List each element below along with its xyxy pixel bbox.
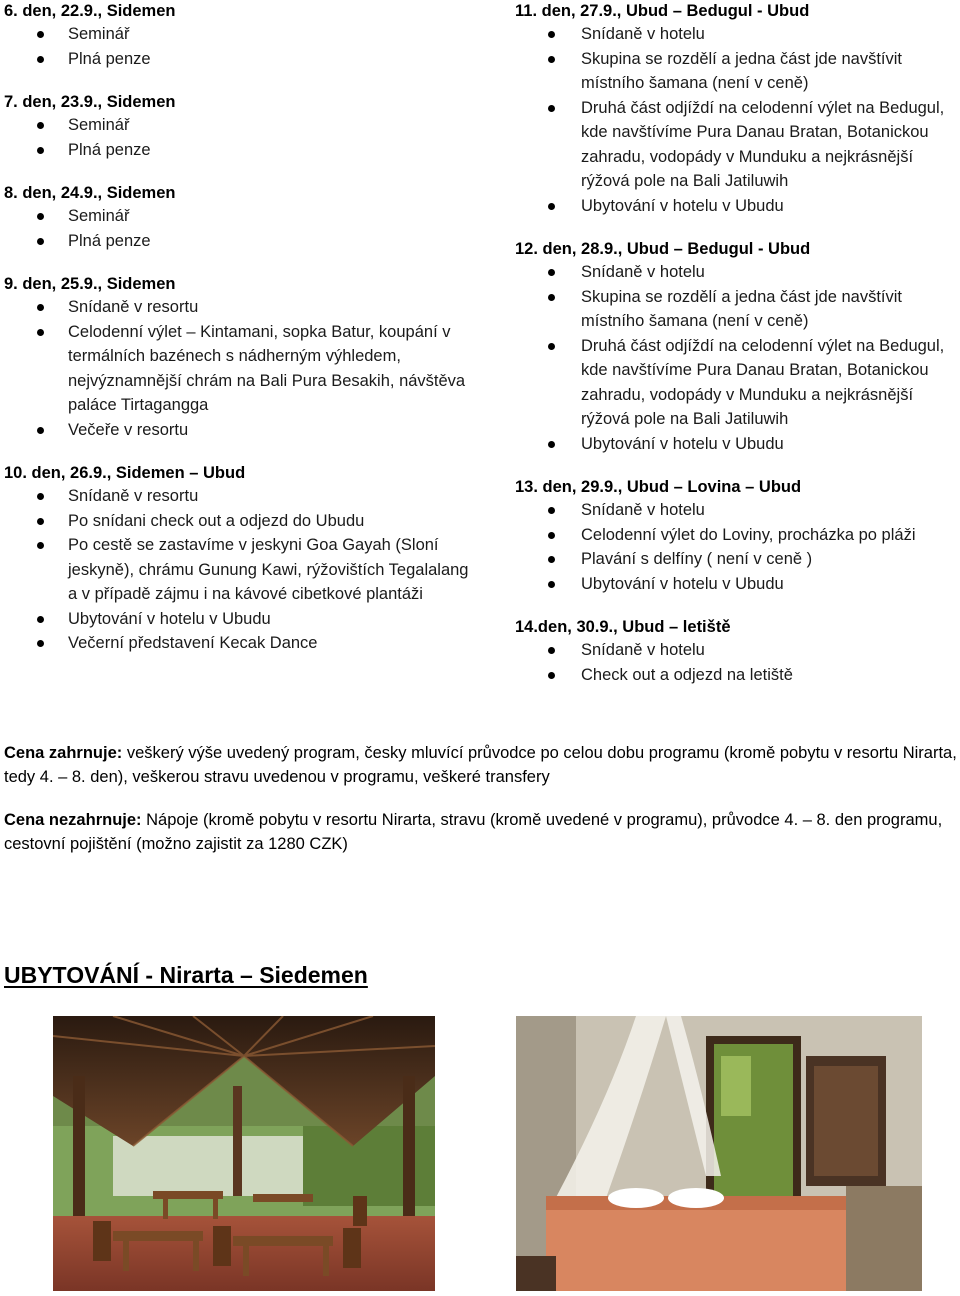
day-activity-list bbox=[4, 22, 474, 71]
day-title: 14.den, 30.9., Ubud – letiště bbox=[515, 618, 731, 636]
price-included-text: veškerý výše uvedený program, česky mluvící průvodce po celou dobu programu (kromě pobytu v resortu Nirarta, tedy 4. – 8. den), veškerou stravu uvedenou v programu, veškeré transfery bbox=[4, 744, 957, 786]
day-title: 9. den, 25.9., Sidemen bbox=[4, 275, 176, 293]
day-section bbox=[515, 238, 960, 456]
day-section bbox=[515, 476, 960, 596]
activity-item: Plavání s delfíny ( není v ceně ) bbox=[515, 547, 960, 572]
activity-item: Seminář bbox=[4, 204, 474, 229]
activity-item: Ubytování v hotelu v Ubudu bbox=[4, 607, 474, 632]
day-title: 10. den, 26.9., Sidemen – Ubud bbox=[4, 464, 246, 482]
day-activity-list bbox=[515, 22, 960, 218]
day-title: 7. den, 23.9., Sidemen bbox=[4, 93, 176, 111]
day-activity-list bbox=[515, 498, 960, 596]
day-title: 13. den, 29.9., Ubud – Lovina – Ubud bbox=[515, 478, 802, 496]
day-section bbox=[4, 273, 474, 442]
day-section bbox=[4, 462, 474, 656]
activity-item: Ubytování v hotelu v Ubudu bbox=[515, 572, 960, 597]
activity-item: Druhá část odjíždí na celodenní výlet na Bedugul, kde navštívíme Pura Danau Bratan, Botanickou zahradu, vodopády v Munduku a nejkrásnější rýžová pole na Bali Jatiluwih bbox=[515, 96, 960, 194]
activity-item: Ubytování v hotelu v Ubudu bbox=[515, 194, 960, 219]
activity-item: Snídaně v resortu bbox=[4, 295, 474, 320]
activity-item: Večeře v resortu bbox=[4, 418, 474, 443]
accommodation-title: UBYTOVÁNÍ - Nirarta – Siedemen bbox=[4, 962, 368, 988]
activity-item: Check out a odjezd na letiště bbox=[515, 663, 960, 688]
day-activity-list bbox=[4, 484, 474, 656]
day-activity-list bbox=[4, 295, 474, 442]
day-section bbox=[515, 0, 960, 218]
price-excluded-label: Cena nezahrnuje: bbox=[4, 811, 142, 829]
day-activity-list bbox=[515, 638, 960, 687]
activity-item: Plná penze bbox=[4, 138, 474, 163]
day-activity-list bbox=[4, 113, 474, 162]
activity-item: Seminář bbox=[4, 113, 474, 138]
price-excluded bbox=[4, 808, 960, 856]
activity-item: Snídaně v hotelu bbox=[515, 260, 960, 285]
day-section bbox=[4, 182, 474, 253]
activity-item: Po snídani check out a odjezd do Ubudu bbox=[4, 509, 474, 534]
activity-item: Snídaně v resortu bbox=[4, 484, 474, 509]
day-activity-list bbox=[4, 204, 474, 253]
activity-item: Celodenní výlet – Kintamani, sopka Batur, koupání v termálních bazénech s nádherným výhledem, nejvýznamnější chrám na Bali Pura Besakih, návštěva paláce Tirtagangga bbox=[4, 320, 474, 418]
activity-item: Večerní představení Kecak Dance bbox=[4, 631, 474, 656]
day-activity-list bbox=[515, 260, 960, 456]
bedroom-photo bbox=[516, 1016, 922, 1291]
day-section bbox=[4, 91, 474, 162]
activity-item: Po cestě se zastavíme v jeskyni Goa Gayah (Sloní jeskyně), chrámu Gunung Kawi, rýžovištích Tegalalang a v případě zájmu i na kávové cibetkové plantáži bbox=[4, 533, 474, 607]
price-included-label: Cena zahrnuje: bbox=[4, 744, 123, 762]
itinerary-right-column bbox=[515, 0, 960, 707]
activity-item: Seminář bbox=[4, 22, 474, 47]
activity-item: Snídaně v hotelu bbox=[515, 638, 960, 663]
day-section bbox=[515, 616, 960, 687]
itinerary-left-column bbox=[4, 0, 474, 676]
activity-item: Ubytování v hotelu v Ubudu bbox=[515, 432, 960, 457]
activity-item: Snídaně v hotelu bbox=[515, 22, 960, 47]
price-included bbox=[4, 741, 960, 789]
activity-item: Celodenní výlet do Loviny, procházka po pláži bbox=[515, 523, 960, 548]
pavilion-photo bbox=[53, 1016, 435, 1291]
activity-item: Plná penze bbox=[4, 229, 474, 254]
activity-item: Plná penze bbox=[4, 47, 474, 72]
activity-item: Druhá část odjíždí na celodenní výlet na Bedugul, kde navštívíme Pura Danau Bratan, Botanickou zahradu, vodopády v Munduku a nejkrásnější rýžová pole na Bali Jatiluwih bbox=[515, 334, 960, 432]
day-title: 6. den, 22.9., Sidemen bbox=[4, 2, 176, 20]
day-title: 11. den, 27.9., Ubud – Bedugul - Ubud bbox=[515, 2, 810, 20]
day-section bbox=[4, 0, 474, 71]
day-title: 12. den, 28.9., Ubud – Bedugul - Ubud bbox=[515, 240, 811, 258]
price-excluded-text: Nápoje (kromě pobytu v resortu Nirarta, stravu (kromě uvedené v programu), průvodce 4. – 8. den programu, cestovní pojištění (možno zajistit za 1280 CZK) bbox=[4, 811, 943, 853]
day-title: 8. den, 24.9., Sidemen bbox=[4, 184, 176, 202]
activity-item: Snídaně v hotelu bbox=[515, 498, 960, 523]
activity-item: Skupina se rozdělí a jedna část jde navštívit místního šamana (není v ceně) bbox=[515, 285, 960, 334]
activity-item: Skupina se rozdělí a jedna část jde navštívit místního šamana (není v ceně) bbox=[515, 47, 960, 96]
